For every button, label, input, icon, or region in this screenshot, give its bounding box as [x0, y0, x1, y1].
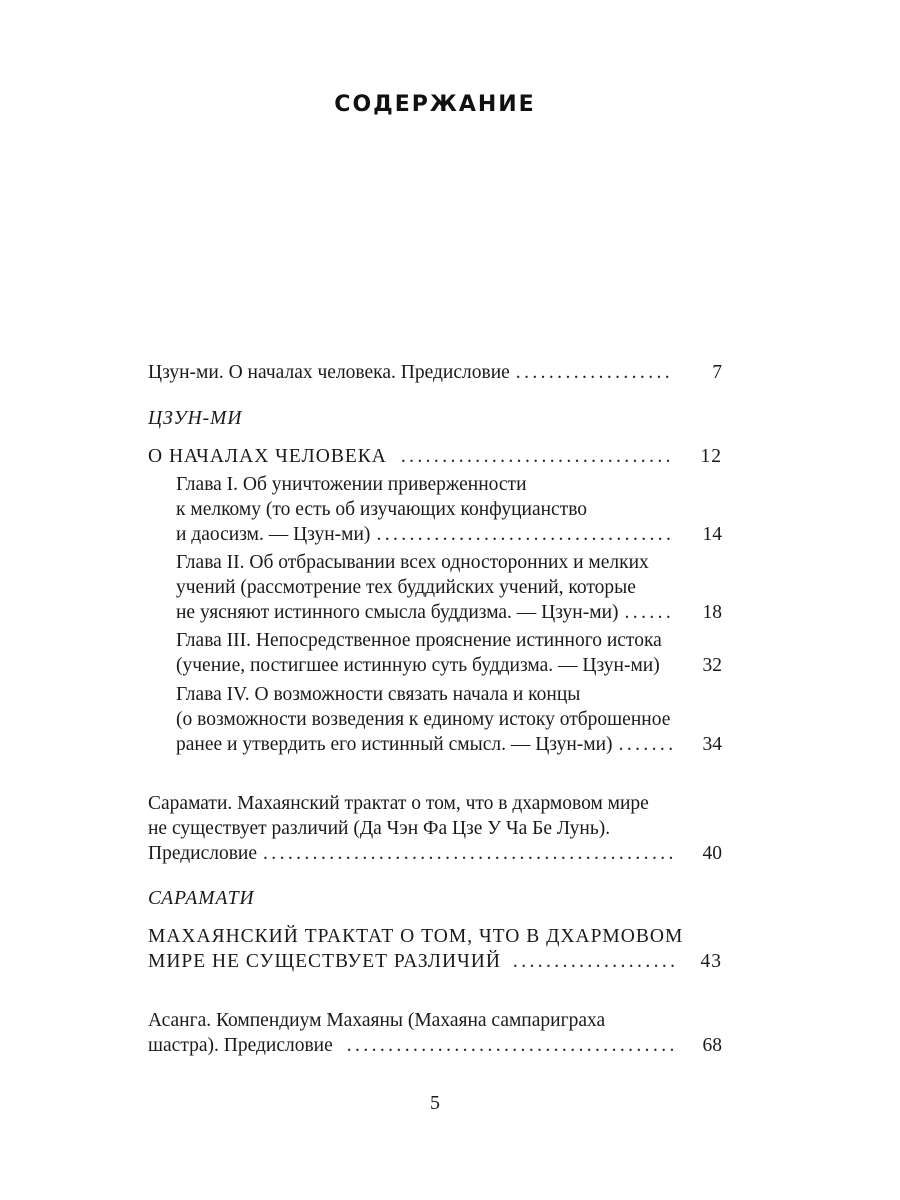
toc-entry-asanga-preface[interactable]	[148, 1008, 722, 1058]
page-ref: 18	[702, 602, 722, 623]
toc-entry-chapter-2[interactable]	[176, 550, 722, 625]
section-label-saramati: САРАМАТИ	[148, 888, 255, 909]
toc-entry-line: (о возможности возведения к единому истоку отброшенное	[176, 709, 671, 730]
toc-entry-mahayana-treatise[interactable]	[148, 924, 722, 974]
toc-entry-title: О НАЧАЛАХ ЧЕЛОВЕКА	[148, 446, 387, 467]
leader-dots	[263, 841, 674, 866]
leader-dots	[513, 949, 674, 974]
toc-entry-line: МАХАЯНСКИЙ ТРАКТАТ О ТОМ, ЧТО В ДХАРМОВОМ	[148, 926, 684, 947]
toc-entry-o-nachalakh[interactable]	[148, 444, 722, 469]
toc-entry-line: Предисловие	[148, 843, 258, 864]
toc-entry-line: МИРЕ НЕ СУЩЕСТВУЕТ РАЗЛИЧИЙ	[148, 951, 501, 972]
toc-entry-line: шастра). Предисловие	[148, 1035, 333, 1056]
leader-dots	[619, 732, 674, 757]
page-ref: 40	[702, 843, 722, 864]
toc-entry-chapter-3[interactable]	[176, 628, 722, 678]
toc-entry-line: Глава II. Об отбрасывании всех односторонних и мелких	[176, 552, 649, 573]
page-ref: 14	[702, 524, 722, 545]
page-ref: 43	[700, 951, 722, 972]
toc-entry-line: Глава IV. О возможности связать начала и концы	[176, 684, 581, 705]
toc-entry-saramati-preface[interactable]	[148, 791, 722, 866]
leader-dots	[516, 360, 674, 385]
toc-entry-line: не уясняют истинного смысла буддизма. — Цзун-ми)	[176, 602, 619, 623]
page-title: СОДЕРЖАНИЕ	[334, 92, 536, 117]
section-label-tszunmi: ЦЗУН-МИ	[148, 408, 243, 429]
leader-dots	[625, 600, 674, 625]
leader-dots	[401, 444, 674, 469]
toc-entry-line: к мелкому (то есть об изучающих конфуцианство	[176, 499, 588, 520]
leader-dots	[376, 522, 674, 547]
toc-entry-line: Сарамати. Махаянский трактат о том, что в дхармовом мире	[148, 793, 649, 814]
page-ref: 68	[702, 1035, 722, 1056]
toc-entry-line: учений (рассмотрение тех буддийских учений, которые	[176, 577, 636, 598]
toc-entry-line: Асанга. Компендиум Махаяны (Махаяна сампариграха	[148, 1010, 606, 1031]
toc-entry-title: Цзун-ми. О началах человека. Предисловие	[148, 362, 510, 383]
toc-entry-line: и даосизм. — Цзун-ми)	[176, 524, 371, 545]
page-ref: 12	[700, 446, 722, 467]
toc-entry-chapter-1[interactable]	[176, 472, 722, 547]
toc-entry-line: не существует различий (Да Чэн Фа Цзе У Ча Бе Лунь).	[148, 818, 611, 839]
leader-dots	[347, 1033, 674, 1058]
page-number: 5	[430, 1092, 440, 1114]
page-ref: 32	[702, 655, 722, 676]
page-ref: 7	[712, 362, 722, 383]
toc-entry-line: ранее и утвердить его истинный смысл. — Цзун-ми)	[176, 734, 613, 755]
page-ref: 34	[702, 734, 722, 755]
toc-entry-chapter-4[interactable]	[176, 682, 722, 757]
toc-entry-line: Глава III. Непосредственное прояснение истинного истока	[176, 630, 662, 651]
toc-entry-line: Глава I. Об уничтожении приверженности	[176, 474, 527, 495]
toc-entry-line: (учение, постигшее истинную суть буддизма. — Цзун-ми)	[176, 655, 660, 676]
toc-entry-tszunmi-preface[interactable]	[148, 360, 722, 385]
